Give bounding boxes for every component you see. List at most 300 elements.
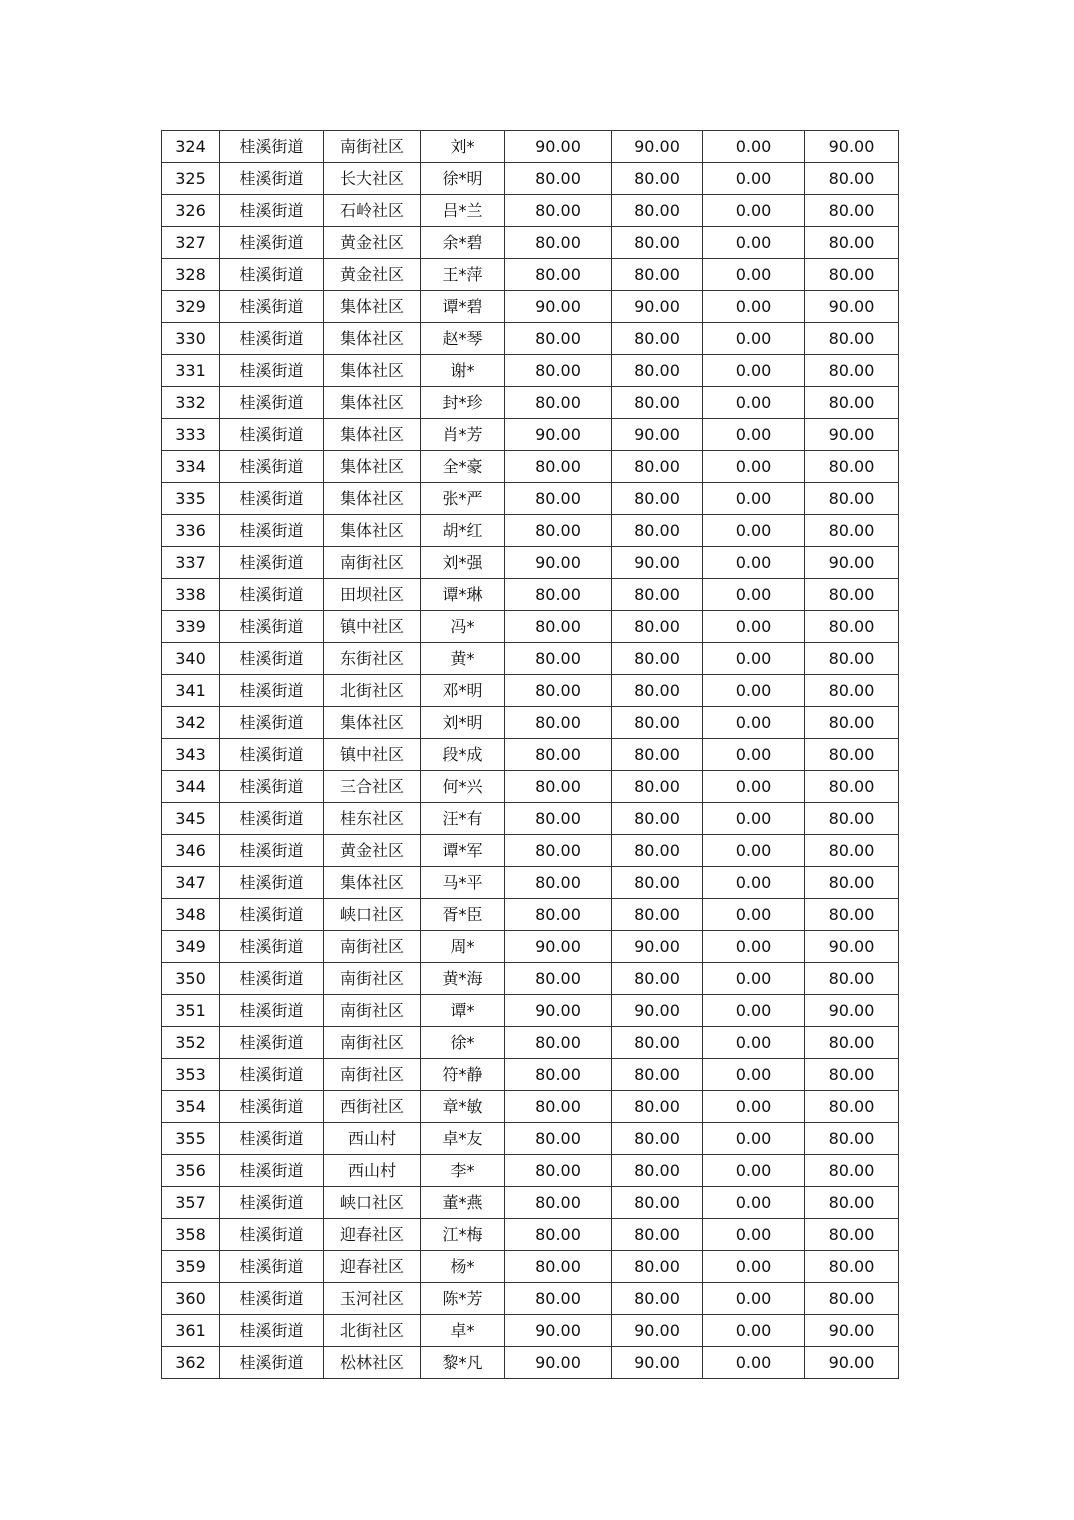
total-cell: 90.00: [805, 291, 899, 323]
deduction-cell: 0.00: [703, 1027, 805, 1059]
row-number-cell: 341: [162, 675, 220, 707]
community-cell: 南街社区: [324, 131, 421, 163]
amount-cell-1: 80.00: [505, 1027, 612, 1059]
community-cell: 集体社区: [324, 387, 421, 419]
table-row: [162, 835, 899, 867]
deduction-cell: 0.00: [703, 323, 805, 355]
community-cell: 南街社区: [324, 547, 421, 579]
amount-cell-1: 80.00: [505, 1219, 612, 1251]
row-number-cell: 350: [162, 963, 220, 995]
community-cell: 黄金社区: [324, 835, 421, 867]
table-row: [162, 739, 899, 771]
total-cell: 80.00: [805, 1283, 899, 1315]
deduction-cell: 0.00: [703, 483, 805, 515]
deduction-cell: 0.00: [703, 931, 805, 963]
amount-cell-2: 80.00: [612, 163, 703, 195]
total-cell: 80.00: [805, 451, 899, 483]
community-cell: 迎春社区: [324, 1219, 421, 1251]
row-number-cell: 351: [162, 995, 220, 1027]
amount-cell-1: 80.00: [505, 323, 612, 355]
amount-cell-2: 80.00: [612, 771, 703, 803]
deduction-cell: 0.00: [703, 1091, 805, 1123]
name-cell: 徐*明: [421, 163, 505, 195]
amount-cell-2: 90.00: [612, 291, 703, 323]
deduction-cell: 0.00: [703, 227, 805, 259]
deduction-cell: 0.00: [703, 1219, 805, 1251]
name-cell: 王*萍: [421, 259, 505, 291]
table-row: [162, 131, 899, 163]
amount-cell-2: 80.00: [612, 227, 703, 259]
total-cell: 80.00: [805, 803, 899, 835]
name-cell: 余*碧: [421, 227, 505, 259]
name-cell: 谢*: [421, 355, 505, 387]
community-cell: 西山村: [324, 1155, 421, 1187]
row-number-cell: 361: [162, 1315, 220, 1347]
amount-cell-1: 80.00: [505, 515, 612, 547]
deduction-cell: 0.00: [703, 131, 805, 163]
total-cell: 80.00: [805, 259, 899, 291]
community-cell: 南街社区: [324, 995, 421, 1027]
total-cell: 80.00: [805, 1027, 899, 1059]
table-row: [162, 675, 899, 707]
community-cell: 集体社区: [324, 323, 421, 355]
deduction-cell: 0.00: [703, 1251, 805, 1283]
total-cell: 80.00: [805, 1219, 899, 1251]
amount-cell-1: 80.00: [505, 707, 612, 739]
community-cell: 西山村: [324, 1123, 421, 1155]
name-cell: 董*燕: [421, 1187, 505, 1219]
name-cell: 李*: [421, 1155, 505, 1187]
amount-cell-2: 80.00: [612, 643, 703, 675]
amount-cell-2: 90.00: [612, 1315, 703, 1347]
amount-cell-1: 90.00: [505, 547, 612, 579]
community-cell: 北街社区: [324, 675, 421, 707]
amount-cell-1: 80.00: [505, 1283, 612, 1315]
amount-cell-2: 90.00: [612, 995, 703, 1027]
street-cell: 桂溪街道: [220, 547, 324, 579]
table-row: [162, 1059, 899, 1091]
amount-cell-2: 80.00: [612, 323, 703, 355]
row-number-cell: 362: [162, 1347, 220, 1379]
street-cell: 桂溪街道: [220, 643, 324, 675]
deduction-cell: 0.00: [703, 515, 805, 547]
table-row: [162, 1123, 899, 1155]
name-cell: 黎*凡: [421, 1347, 505, 1379]
amount-cell-1: 80.00: [505, 739, 612, 771]
amount-cell-1: 80.00: [505, 611, 612, 643]
deduction-cell: 0.00: [703, 1187, 805, 1219]
street-cell: 桂溪街道: [220, 771, 324, 803]
deduction-cell: 0.00: [703, 1315, 805, 1347]
amount-cell-1: 80.00: [505, 387, 612, 419]
amount-cell-2: 80.00: [612, 1251, 703, 1283]
name-cell: 徐*: [421, 1027, 505, 1059]
amount-cell-2: 80.00: [612, 1187, 703, 1219]
row-number-cell: 354: [162, 1091, 220, 1123]
community-cell: 集体社区: [324, 291, 421, 323]
roster-body: [162, 131, 899, 1379]
amount-cell-2: 80.00: [612, 1155, 703, 1187]
community-cell: 北街社区: [324, 1315, 421, 1347]
community-cell: 南街社区: [324, 963, 421, 995]
total-cell: 80.00: [805, 323, 899, 355]
amount-cell-2: 80.00: [612, 451, 703, 483]
name-cell: 杨*: [421, 1251, 505, 1283]
table-row: [162, 611, 899, 643]
amount-cell-1: 80.00: [505, 963, 612, 995]
street-cell: 桂溪街道: [220, 419, 324, 451]
amount-cell-1: 80.00: [505, 1155, 612, 1187]
table-row: [162, 995, 899, 1027]
deduction-cell: 0.00: [703, 1283, 805, 1315]
row-number-cell: 332: [162, 387, 220, 419]
total-cell: 80.00: [805, 579, 899, 611]
community-cell: 镇中社区: [324, 611, 421, 643]
table-row: [162, 643, 899, 675]
amount-cell-1: 80.00: [505, 1091, 612, 1123]
street-cell: 桂溪街道: [220, 259, 324, 291]
amount-cell-1: 90.00: [505, 419, 612, 451]
table-row: [162, 1219, 899, 1251]
name-cell: 刘*强: [421, 547, 505, 579]
row-number-cell: 352: [162, 1027, 220, 1059]
community-cell: 南街社区: [324, 1059, 421, 1091]
total-cell: 80.00: [805, 1091, 899, 1123]
amount-cell-1: 80.00: [505, 163, 612, 195]
row-number-cell: 359: [162, 1251, 220, 1283]
community-cell: 桂东社区: [324, 803, 421, 835]
total-cell: 80.00: [805, 867, 899, 899]
table-row: [162, 419, 899, 451]
amount-cell-2: 80.00: [612, 707, 703, 739]
name-cell: 封*珍: [421, 387, 505, 419]
street-cell: 桂溪街道: [220, 1027, 324, 1059]
deduction-cell: 0.00: [703, 867, 805, 899]
street-cell: 桂溪街道: [220, 1347, 324, 1379]
table-row: [162, 451, 899, 483]
table-row: [162, 867, 899, 899]
row-number-cell: 355: [162, 1123, 220, 1155]
street-cell: 桂溪街道: [220, 131, 324, 163]
row-number-cell: 346: [162, 835, 220, 867]
table-row: [162, 931, 899, 963]
deduction-cell: 0.00: [703, 291, 805, 323]
name-cell: 章*敏: [421, 1091, 505, 1123]
amount-cell-2: 80.00: [612, 387, 703, 419]
row-number-cell: 343: [162, 739, 220, 771]
amount-cell-2: 80.00: [612, 803, 703, 835]
community-cell: 峡口社区: [324, 899, 421, 931]
street-cell: 桂溪街道: [220, 803, 324, 835]
community-cell: 西街社区: [324, 1091, 421, 1123]
street-cell: 桂溪街道: [220, 579, 324, 611]
row-number-cell: 333: [162, 419, 220, 451]
community-cell: 南街社区: [324, 931, 421, 963]
amount-cell-2: 80.00: [612, 611, 703, 643]
table-row: [162, 1091, 899, 1123]
community-cell: 集体社区: [324, 355, 421, 387]
deduction-cell: 0.00: [703, 899, 805, 931]
table-row: [162, 803, 899, 835]
row-number-cell: 342: [162, 707, 220, 739]
amount-cell-2: 90.00: [612, 547, 703, 579]
row-number-cell: 339: [162, 611, 220, 643]
community-cell: 田坝社区: [324, 579, 421, 611]
deduction-cell: 0.00: [703, 803, 805, 835]
total-cell: 80.00: [805, 611, 899, 643]
table-row: [162, 387, 899, 419]
row-number-cell: 326: [162, 195, 220, 227]
community-cell: 集体社区: [324, 515, 421, 547]
total-cell: 80.00: [805, 483, 899, 515]
amount-cell-2: 80.00: [612, 355, 703, 387]
deduction-cell: 0.00: [703, 1123, 805, 1155]
table-row: [162, 1315, 899, 1347]
name-cell: 吕*兰: [421, 195, 505, 227]
street-cell: 桂溪街道: [220, 483, 324, 515]
name-cell: 谭*琳: [421, 579, 505, 611]
table-row: [162, 707, 899, 739]
deduction-cell: 0.00: [703, 195, 805, 227]
street-cell: 桂溪街道: [220, 195, 324, 227]
total-cell: 80.00: [805, 771, 899, 803]
name-cell: 段*成: [421, 739, 505, 771]
street-cell: 桂溪街道: [220, 387, 324, 419]
amount-cell-1: 80.00: [505, 771, 612, 803]
total-cell: 80.00: [805, 227, 899, 259]
deduction-cell: 0.00: [703, 355, 805, 387]
community-cell: 黄金社区: [324, 259, 421, 291]
row-number-cell: 335: [162, 483, 220, 515]
community-cell: 集体社区: [324, 451, 421, 483]
table-row: [162, 579, 899, 611]
amount-cell-2: 80.00: [612, 195, 703, 227]
table-row: [162, 483, 899, 515]
community-cell: 集体社区: [324, 483, 421, 515]
table-row: [162, 195, 899, 227]
total-cell: 90.00: [805, 931, 899, 963]
amount-cell-1: 80.00: [505, 867, 612, 899]
street-cell: 桂溪街道: [220, 675, 324, 707]
amount-cell-1: 80.00: [505, 675, 612, 707]
row-number-cell: 345: [162, 803, 220, 835]
name-cell: 谭*军: [421, 835, 505, 867]
street-cell: 桂溪街道: [220, 739, 324, 771]
row-number-cell: 337: [162, 547, 220, 579]
community-cell: 南街社区: [324, 1027, 421, 1059]
street-cell: 桂溪街道: [220, 163, 324, 195]
total-cell: 80.00: [805, 1251, 899, 1283]
total-cell: 90.00: [805, 547, 899, 579]
row-number-cell: 340: [162, 643, 220, 675]
amount-cell-1: 80.00: [505, 195, 612, 227]
name-cell: 全*豪: [421, 451, 505, 483]
amount-cell-2: 80.00: [612, 835, 703, 867]
name-cell: 肖*芳: [421, 419, 505, 451]
row-number-cell: 349: [162, 931, 220, 963]
street-cell: 桂溪街道: [220, 1315, 324, 1347]
table-row: [162, 1251, 899, 1283]
amount-cell-1: 80.00: [505, 259, 612, 291]
street-cell: 桂溪街道: [220, 451, 324, 483]
table-row: [162, 1155, 899, 1187]
street-cell: 桂溪街道: [220, 707, 324, 739]
row-number-cell: 327: [162, 227, 220, 259]
total-cell: 80.00: [805, 899, 899, 931]
total-cell: 80.00: [805, 195, 899, 227]
name-cell: 陈*芳: [421, 1283, 505, 1315]
total-cell: 80.00: [805, 1155, 899, 1187]
table-row: [162, 1283, 899, 1315]
amount-cell-1: 80.00: [505, 643, 612, 675]
deduction-cell: 0.00: [703, 1155, 805, 1187]
deduction-cell: 0.00: [703, 963, 805, 995]
street-cell: 桂溪街道: [220, 1219, 324, 1251]
total-cell: 90.00: [805, 131, 899, 163]
community-cell: 东街社区: [324, 643, 421, 675]
table-row: [162, 963, 899, 995]
table-row: [162, 771, 899, 803]
name-cell: 张*严: [421, 483, 505, 515]
amount-cell-1: 80.00: [505, 835, 612, 867]
community-cell: 长大社区: [324, 163, 421, 195]
amount-cell-2: 90.00: [612, 931, 703, 963]
row-number-cell: 334: [162, 451, 220, 483]
row-number-cell: 356: [162, 1155, 220, 1187]
amount-cell-2: 80.00: [612, 1027, 703, 1059]
table-row: [162, 899, 899, 931]
name-cell: 谭*碧: [421, 291, 505, 323]
table-row: [162, 547, 899, 579]
community-cell: 峡口社区: [324, 1187, 421, 1219]
row-number-cell: 344: [162, 771, 220, 803]
deduction-cell: 0.00: [703, 995, 805, 1027]
deduction-cell: 0.00: [703, 259, 805, 291]
total-cell: 90.00: [805, 995, 899, 1027]
deduction-cell: 0.00: [703, 163, 805, 195]
street-cell: 桂溪街道: [220, 227, 324, 259]
deduction-cell: 0.00: [703, 675, 805, 707]
name-cell: 刘*: [421, 131, 505, 163]
amount-cell-2: 90.00: [612, 1347, 703, 1379]
street-cell: 桂溪街道: [220, 963, 324, 995]
community-cell: 玉河社区: [324, 1283, 421, 1315]
street-cell: 桂溪街道: [220, 291, 324, 323]
total-cell: 80.00: [805, 963, 899, 995]
amount-cell-1: 90.00: [505, 291, 612, 323]
community-cell: 集体社区: [324, 707, 421, 739]
row-number-cell: 325: [162, 163, 220, 195]
street-cell: 桂溪街道: [220, 611, 324, 643]
name-cell: 卓*: [421, 1315, 505, 1347]
roster-table: [161, 130, 899, 1379]
table-row: [162, 323, 899, 355]
amount-cell-1: 90.00: [505, 131, 612, 163]
table-row: [162, 515, 899, 547]
name-cell: 赵*琴: [421, 323, 505, 355]
name-cell: 黄*: [421, 643, 505, 675]
total-cell: 80.00: [805, 1187, 899, 1219]
name-cell: 胥*臣: [421, 899, 505, 931]
street-cell: 桂溪街道: [220, 323, 324, 355]
street-cell: 桂溪街道: [220, 1283, 324, 1315]
amount-cell-1: 90.00: [505, 1347, 612, 1379]
street-cell: 桂溪街道: [220, 1187, 324, 1219]
table-row: [162, 163, 899, 195]
deduction-cell: 0.00: [703, 643, 805, 675]
total-cell: 80.00: [805, 355, 899, 387]
amount-cell-2: 80.00: [612, 515, 703, 547]
amount-cell-1: 80.00: [505, 1059, 612, 1091]
table-row: [162, 1347, 899, 1379]
street-cell: 桂溪街道: [220, 899, 324, 931]
amount-cell-1: 80.00: [505, 451, 612, 483]
amount-cell-1: 80.00: [505, 355, 612, 387]
row-number-cell: 357: [162, 1187, 220, 1219]
amount-cell-1: 80.00: [505, 579, 612, 611]
deduction-cell: 0.00: [703, 707, 805, 739]
table-row: [162, 291, 899, 323]
community-cell: 迎春社区: [324, 1251, 421, 1283]
amount-cell-2: 80.00: [612, 259, 703, 291]
total-cell: 80.00: [805, 515, 899, 547]
table-row: [162, 259, 899, 291]
street-cell: 桂溪街道: [220, 835, 324, 867]
row-number-cell: 329: [162, 291, 220, 323]
total-cell: 80.00: [805, 739, 899, 771]
amount-cell-1: 80.00: [505, 803, 612, 835]
name-cell: 冯*: [421, 611, 505, 643]
amount-cell-1: 90.00: [505, 995, 612, 1027]
name-cell: 黄*海: [421, 963, 505, 995]
name-cell: 刘*明: [421, 707, 505, 739]
amount-cell-2: 80.00: [612, 483, 703, 515]
community-cell: 松林社区: [324, 1347, 421, 1379]
amount-cell-2: 80.00: [612, 867, 703, 899]
amount-cell-2: 80.00: [612, 579, 703, 611]
row-number-cell: 338: [162, 579, 220, 611]
deduction-cell: 0.00: [703, 771, 805, 803]
amount-cell-2: 80.00: [612, 675, 703, 707]
amount-cell-1: 80.00: [505, 1187, 612, 1219]
deduction-cell: 0.00: [703, 1347, 805, 1379]
community-cell: 集体社区: [324, 419, 421, 451]
name-cell: 谭*: [421, 995, 505, 1027]
street-cell: 桂溪街道: [220, 355, 324, 387]
name-cell: 何*兴: [421, 771, 505, 803]
amount-cell-1: 80.00: [505, 227, 612, 259]
name-cell: 符*静: [421, 1059, 505, 1091]
deduction-cell: 0.00: [703, 739, 805, 771]
total-cell: 80.00: [805, 675, 899, 707]
total-cell: 90.00: [805, 419, 899, 451]
row-number-cell: 360: [162, 1283, 220, 1315]
street-cell: 桂溪街道: [220, 515, 324, 547]
amount-cell-1: 80.00: [505, 483, 612, 515]
total-cell: 80.00: [805, 1123, 899, 1155]
total-cell: 80.00: [805, 1059, 899, 1091]
name-cell: 汪*有: [421, 803, 505, 835]
name-cell: 江*梅: [421, 1219, 505, 1251]
row-number-cell: 347: [162, 867, 220, 899]
total-cell: 80.00: [805, 643, 899, 675]
row-number-cell: 330: [162, 323, 220, 355]
amount-cell-2: 80.00: [612, 1219, 703, 1251]
deduction-cell: 0.00: [703, 419, 805, 451]
amount-cell-2: 80.00: [612, 1123, 703, 1155]
amount-cell-1: 90.00: [505, 1315, 612, 1347]
total-cell: 90.00: [805, 1315, 899, 1347]
